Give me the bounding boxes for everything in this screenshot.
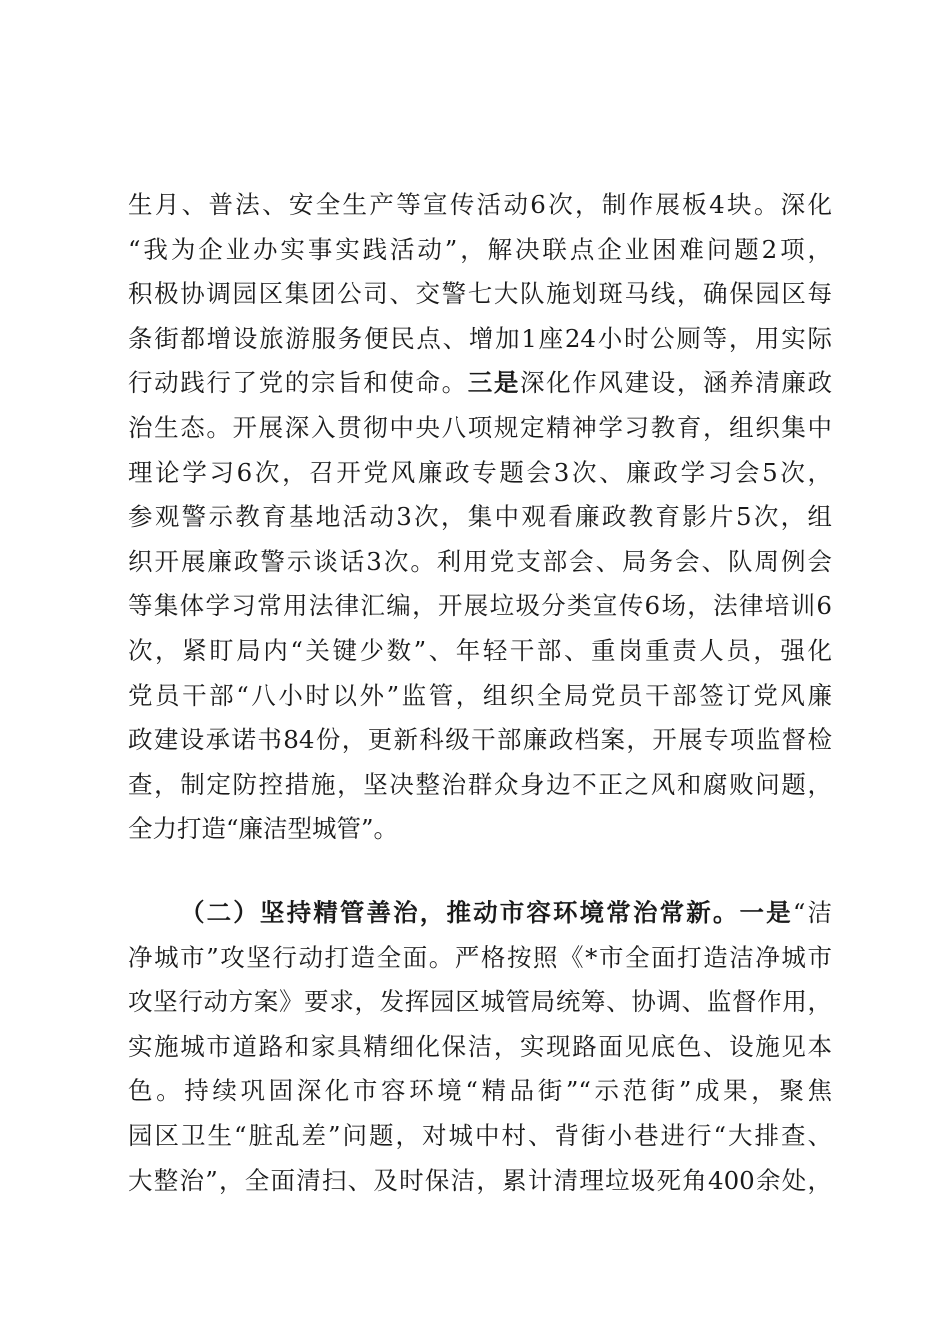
text-line [128,1159,832,1204]
text-line [128,629,832,674]
text-run: 积极协调园区集团公司、交警七大队施划斑马线，确保园区每 [128,279,832,309]
text-line [128,495,832,540]
text-line [128,361,832,406]
text-line [128,228,832,273]
text-run: 色。持续巩固深化市容环境“精品街”“示范街”成果，聚焦 [128,1076,832,1106]
text-line [128,807,832,852]
text-run: 行动践行了党的宗旨和使命。 [128,368,468,398]
text-line [128,272,832,317]
text-run: 净城市”攻坚行动打造全面。严格按照《*市全面打造洁净城市 [128,942,832,972]
text-line [128,451,832,496]
text-line [128,1025,832,1070]
text-line [128,936,832,981]
text-run: 等集体学习常用法律汇编，开展垃圾分类宣传6场，法律培训6 [128,591,832,621]
text-line [128,1114,832,1159]
text-run: 次，紧盯局内“关键少数”、年轻干部、重岗重责人员，强化 [128,635,832,665]
text-line [128,406,832,451]
text-run: 全力打造“廉洁型城管”。 [128,814,399,844]
paragraph-2 [128,891,832,1203]
text-run: “洁 [792,898,832,927]
text-line [128,1069,832,1114]
text-run: 理论学习6次，召开党风廉政专题会3次、廉政学习会5次， [128,457,832,487]
text-run: 查，制定防控措施，坚决整治群众身边不正之风和腐败问题， [128,769,832,799]
text-line [128,674,832,719]
text-run: 党员干部“八小时以外”监管，组织全局党员干部签订党风廉 [128,680,832,710]
text-run: 织开展廉政警示谈话3次。利用党支部会、局务会、队周例会 [128,546,832,576]
text-run: “我为企业办实事实践活动”，解决联点企业困难问题2项， [128,234,832,264]
paragraph-1 [128,183,832,852]
text-line [128,980,832,1025]
text-line [128,540,832,585]
text-run: 参观警示教育基地活动3次，集中观看廉政教育影片5次，组 [128,502,832,532]
text-line [128,891,832,936]
text-line [128,183,832,228]
emphasis-run: 三是 [467,368,521,398]
text-line [128,763,832,808]
text-line [128,584,832,629]
text-run: 实施城市道路和家具精细化保洁，实现路面见底色、设施见本 [128,1031,832,1061]
text-run: 治生态。开展深入贯彻中央八项规定精神学习教育，组织集中 [128,412,832,442]
text-run: 大整治”，全面清扫、及时保洁，累计清理垃圾死角400余处， [128,1165,832,1195]
text-run: 生月、普法、安全生产等宣传活动6次，制作展板4块。深化 [128,190,832,219]
text-run: 深化作风建设，涵养清廉政 [520,368,833,398]
text-line [128,317,832,362]
text-line [128,718,832,763]
section-heading: （二）坚持精管善治，推动市容环境常治常新。一是 [180,898,793,927]
text-run: 条街都增设旅游服务便民点、增加1座24小时公厕等，用实际 [128,323,832,353]
text-run: 园区卫生“脏乱差”问题，对城中村、背街小巷进行“大排查、 [128,1120,832,1150]
text-run: 政建设承诺书84份，更新科级干部廉政档案，开展专项监督检 [128,725,832,755]
text-run: 攻坚行动方案》要求，发挥园区城管局统筹、协调、监督作用， [128,987,832,1017]
